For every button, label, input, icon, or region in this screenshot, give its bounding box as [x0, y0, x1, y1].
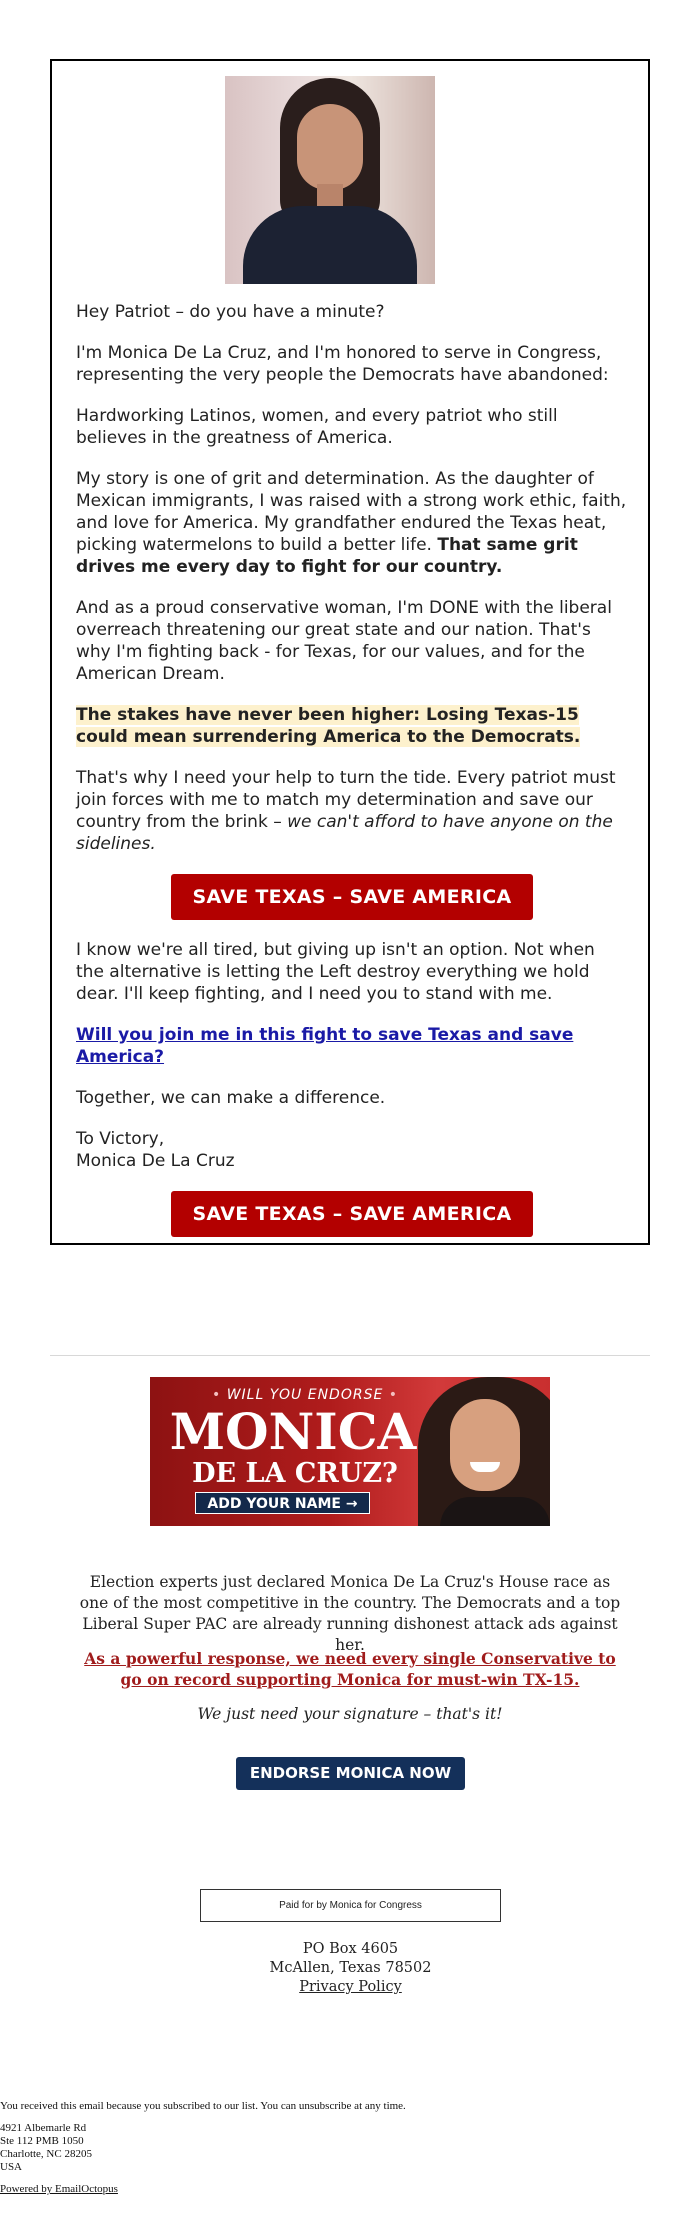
signature-line: We just need your signature – that's it!: [197, 1705, 503, 1723]
join-paragraph: [76, 1024, 628, 1068]
email-card: [50, 59, 650, 1245]
endorse-banner[interactable]: [150, 1377, 550, 1526]
stakes-paragraph: [76, 704, 628, 748]
greeting: Hey Patriot – do you have a minute?: [76, 302, 385, 322]
fighting-paragraph: And as a proud conservative woman, I'm DONE with the liberal overreach threatening our great state and our nation. That's why I'm fighting back - for Texas, for our values, and for the American Dream.: [76, 598, 612, 684]
help-paragraph: [76, 767, 628, 855]
powered-by-link[interactable]: Powered by EmailOctopus: [0, 2183, 118, 2195]
banner-name: MONICA: [169, 1402, 417, 1461]
banner-top-line: • WILL YOU ENDORSE •: [211, 1387, 399, 1403]
cta-wrap-2: [76, 1191, 628, 1237]
add-your-name-button[interactable]: ADD YOUR NAME →: [195, 1492, 370, 1514]
city-line: McAllen, Texas 78502: [269, 1960, 432, 1976]
join-fight-link[interactable]: Will you join me in this fight to save Texas and save America?: [76, 1025, 574, 1067]
banner-photo-face: [450, 1399, 520, 1491]
help-italic-text: we can't afford to have anyone on the sidelines.: [76, 812, 613, 854]
story-text: My story is one of grit and determination. As the daughter of Mexican immigrants, I was raised with a strong work ethic, faith, and love for America. My grandfather endured the Texas heat, picking watermelons to build a better life.: [76, 469, 627, 555]
photo-face: [297, 104, 363, 190]
footer-address-line-1: 4921 Albemarle Rd: [0, 2122, 87, 2134]
email-body: [76, 301, 628, 1256]
section-divider: [50, 1355, 650, 1356]
stakes-highlight: The stakes have never been higher: Losing Texas-15 could mean surrendering America to the Democrats.: [76, 705, 581, 747]
candidate-photo: [225, 76, 435, 284]
email-footer: [0, 2100, 700, 2196]
photo-jacket: [243, 206, 417, 284]
footer-address: [0, 2122, 700, 2174]
help-text: That's why I need your help to turn the tide. Every patriot must join forces with me to match my determination and save our country from the brink –: [76, 768, 616, 832]
banner-surname: DE LA CRUZ?: [192, 1458, 398, 1489]
tired-paragraph: I know we're all tired, but giving up isn't an option. Not when the alternative is letting the Left destroy everything we hold dear. I'll keep fighting, and I need you to stand with me.: [76, 940, 595, 1004]
po-box: PO Box 4605: [302, 1941, 399, 1957]
campaign-address: [200, 1940, 501, 1997]
signoff-name: Monica De La Cruz: [76, 1151, 235, 1171]
privacy-policy-link[interactable]: Privacy Policy: [299, 1979, 402, 1995]
powerful-response-link[interactable]: As a powerful response, we need every single Conservative to go on record supporting Monica for must-win TX-15.: [84, 1649, 616, 1689]
endorse-monica-button[interactable]: ENDORSE MONICA NOW: [236, 1757, 465, 1790]
patriots-paragraph: Hardworking Latinos, women, and every patriot who still believes in the greatness of America.: [76, 406, 558, 448]
story-bold-text: That same grit drives me every day to fight for our country.: [76, 535, 578, 577]
banner-photo-top: [440, 1497, 550, 1526]
footer-address-line-3: Charlotte, NC 28205: [0, 2148, 92, 2160]
cta-wrap-1: [76, 874, 628, 920]
closing-line: To Victory,: [76, 1129, 165, 1149]
story-paragraph: [76, 468, 628, 578]
footer-address-line-4: USA: [0, 2161, 23, 2173]
save-texas-button[interactable]: SAVE TEXAS – SAVE AMERICA: [171, 874, 533, 920]
experts-paragraph: Election experts just declared Monica De La Cruz's House race as one of the most competitive in the country. The Democrats and a top Liberal Super PAC are already running dishonest attack ads against her.: [79, 1573, 621, 1654]
banner-top-text: WILL YOU ENDORSE: [226, 1387, 384, 1403]
paid-for-disclaimer: Paid for by Monica for Congress: [200, 1889, 501, 1922]
intro-paragraph: I'm Monica De La Cruz, and I'm honored to serve in Congress, representing the very people the Democrats have abandoned:: [76, 343, 609, 385]
save-texas-button-bottom[interactable]: SAVE TEXAS – SAVE AMERICA: [171, 1191, 533, 1237]
footer-address-line-2: Ste 112 PMB 1050: [0, 2135, 84, 2147]
subscription-notice: You received this email because you subscribed to our list. You can unsubscribe at any time.: [0, 2100, 406, 2112]
together-paragraph: Together, we can make a difference.: [76, 1088, 386, 1108]
